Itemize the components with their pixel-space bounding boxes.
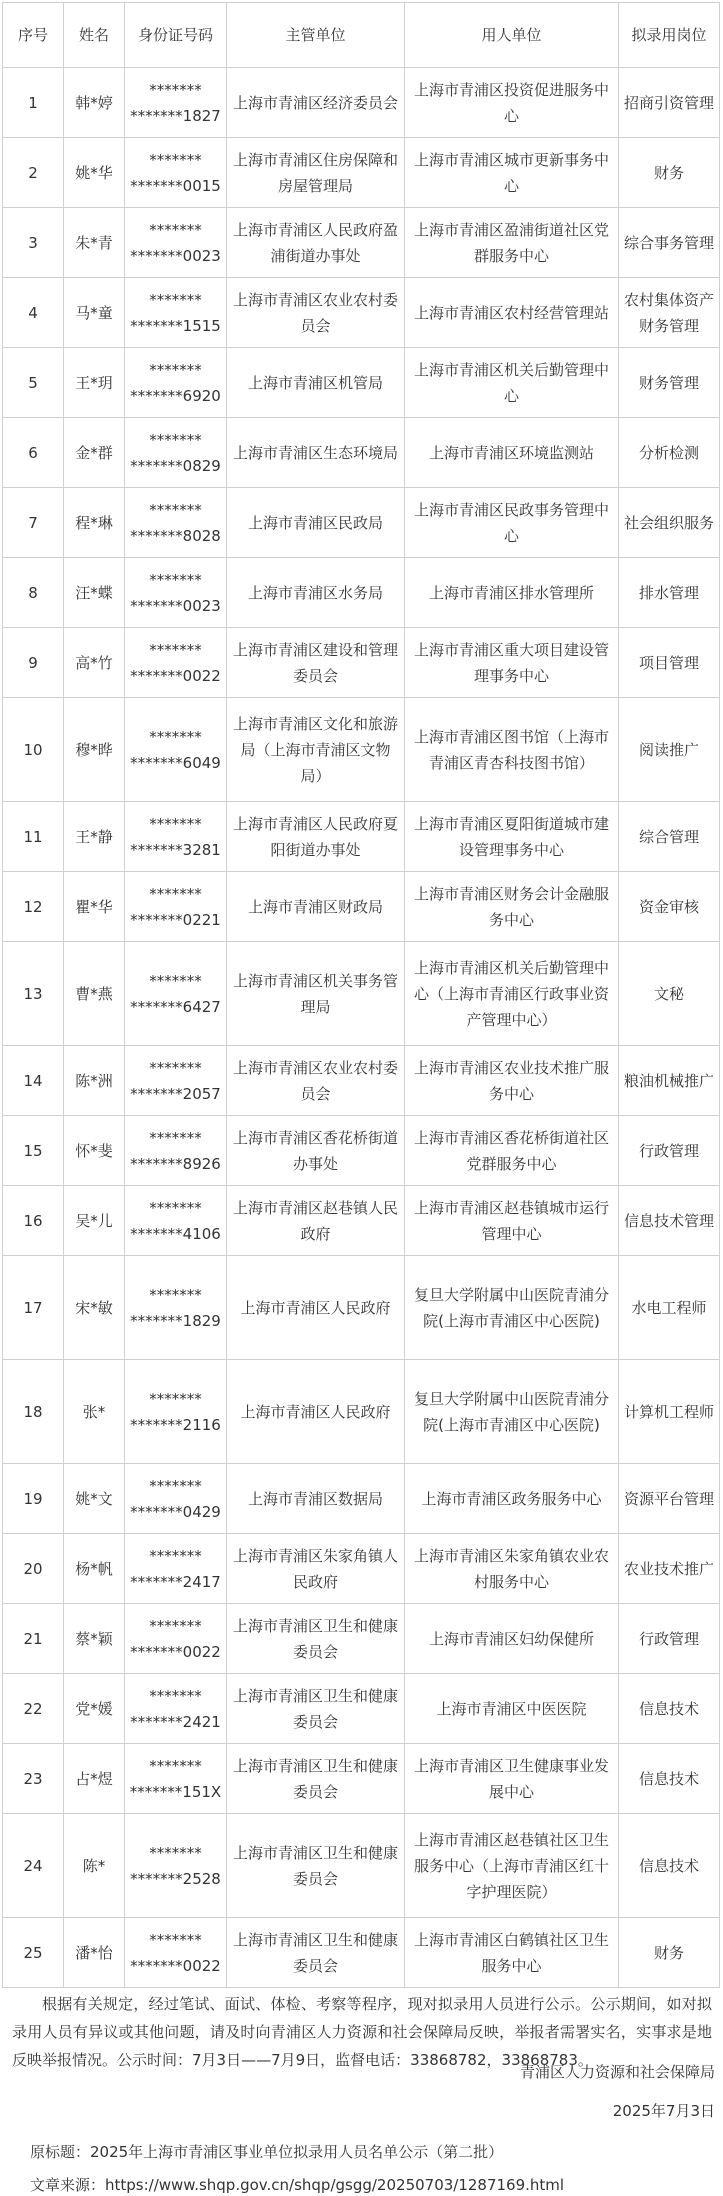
table-row <box>3 488 720 558</box>
cell-department: 上海市青浦区人民政府 <box>227 1256 405 1360</box>
cell-name: 韩*婷 <box>64 68 125 138</box>
cell-department: 上海市青浦区卫生和健康委员会 <box>227 1918 405 1988</box>
table-header-row <box>3 3 720 68</box>
header-name: 姓名 <box>64 3 125 68</box>
cell-id: ******* *******0022 <box>125 628 227 698</box>
cell-id: ******* *******6920 <box>125 348 227 418</box>
cell-name: 党*媛 <box>64 1674 125 1744</box>
cell-employer: 上海市青浦区财务会计金融服务中心 <box>405 872 619 942</box>
cell-department: 上海市青浦区农业农村委员会 <box>227 278 405 348</box>
cell-id: ******* *******6427 <box>125 942 227 1046</box>
cell-department: 上海市青浦区民政局 <box>227 488 405 558</box>
cell-employer: 上海市青浦区农业技术推广服务中心 <box>405 1046 619 1116</box>
table-row <box>3 348 720 418</box>
cell-no: 17 <box>3 1256 64 1360</box>
cell-id: ******* *******2421 <box>125 1674 227 1744</box>
cell-name: 穆*晔 <box>64 698 125 802</box>
cell-no: 18 <box>3 1360 64 1464</box>
cell-post: 信息技术 <box>619 1744 720 1814</box>
signature-org: 青浦区人力资源和社会保障局 <box>519 2063 715 2081</box>
cell-no: 10 <box>3 698 64 802</box>
cell-post: 农村集体资产财务管理 <box>619 278 720 348</box>
cell-employer: 上海市青浦区中医医院 <box>405 1674 619 1744</box>
cell-department: 上海市青浦区机关事务管理局 <box>227 942 405 1046</box>
cell-department: 上海市青浦区人民政府 <box>227 1360 405 1464</box>
cell-post: 排水管理 <box>619 558 720 628</box>
cell-department: 上海市青浦区香花桥街道办事处 <box>227 1116 405 1186</box>
cell-no: 20 <box>3 1534 64 1604</box>
cell-no: 5 <box>3 348 64 418</box>
table-row <box>3 138 720 208</box>
cell-employer: 上海市青浦区赵巷镇社区卫生服务中心（上海市青浦区红十字护理医院） <box>405 1814 619 1918</box>
cell-no: 8 <box>3 558 64 628</box>
table-row <box>3 418 720 488</box>
table-row <box>3 628 720 698</box>
cell-post: 综合管理 <box>619 802 720 872</box>
cell-post: 财务 <box>619 1918 720 1988</box>
table-row <box>3 278 720 348</box>
cell-name: 王*静 <box>64 802 125 872</box>
cell-name: 占*煜 <box>64 1744 125 1814</box>
cell-employer: 上海市青浦区民政事务管理中心 <box>405 488 619 558</box>
cell-employer: 复旦大学附属中山医院青浦分院(上海市青浦区中心医院) <box>405 1360 619 1464</box>
cell-department: 上海市青浦区水务局 <box>227 558 405 628</box>
cell-name: 宋*敏 <box>64 1256 125 1360</box>
cell-department: 上海市青浦区文化和旅游局（上海市青浦区文物局） <box>227 698 405 802</box>
cell-no: 15 <box>3 1116 64 1186</box>
cell-id: ******* *******2116 <box>125 1360 227 1464</box>
table-row <box>3 1046 720 1116</box>
cell-department: 上海市青浦区卫生和健康委员会 <box>227 1604 405 1674</box>
cell-employer: 上海市青浦区图书馆（上海市青浦区青杏科技图书馆） <box>405 698 619 802</box>
cell-name: 曹*燕 <box>64 942 125 1046</box>
table-row <box>3 1918 720 1988</box>
cell-no: 1 <box>3 68 64 138</box>
cell-id: ******* *******0429 <box>125 1464 227 1534</box>
cell-id: ******* *******1515 <box>125 278 227 348</box>
table-row <box>3 208 720 278</box>
cell-id: ******* *******2528 <box>125 1814 227 1918</box>
cell-department: 上海市青浦区人民政府夏阳街道办事处 <box>227 802 405 872</box>
cell-id: ******* *******2417 <box>125 1534 227 1604</box>
cell-no: 19 <box>3 1464 64 1534</box>
cell-name: 潘*怡 <box>64 1918 125 1988</box>
cell-id: ******* *******1827 <box>125 68 227 138</box>
cell-name: 姚*文 <box>64 1464 125 1534</box>
cell-post: 资源平台管理 <box>619 1464 720 1534</box>
cell-id: ******* *******0023 <box>125 208 227 278</box>
table-row <box>3 558 720 628</box>
cell-no: 23 <box>3 1744 64 1814</box>
table-row <box>3 1360 720 1464</box>
cell-id: ******* *******0022 <box>125 1604 227 1674</box>
cell-post: 行政管理 <box>619 1116 720 1186</box>
cell-employer: 上海市青浦区白鹤镇社区卫生服务中心 <box>405 1918 619 1988</box>
cell-department: 上海市青浦区卫生和健康委员会 <box>227 1674 405 1744</box>
cell-no: 7 <box>3 488 64 558</box>
cell-employer: 上海市青浦区环境监测站 <box>405 418 619 488</box>
cell-id: ******* *******3281 <box>125 802 227 872</box>
cell-name: 陈* <box>64 1814 125 1918</box>
cell-post: 信息技术 <box>619 1674 720 1744</box>
cell-employer: 上海市青浦区香花桥街道社区党群服务中心 <box>405 1116 619 1186</box>
cell-department: 上海市青浦区数据局 <box>227 1464 405 1534</box>
table-row <box>3 942 720 1046</box>
cell-post: 分析检测 <box>619 418 720 488</box>
cell-id: ******* *******151X <box>125 1744 227 1814</box>
cell-name: 蔡*颖 <box>64 1604 125 1674</box>
cell-employer: 上海市青浦区朱家角镇农业农村服务中心 <box>405 1534 619 1604</box>
table-row <box>3 1604 720 1674</box>
cell-employer: 上海市青浦区机关后勤管理中心 <box>405 348 619 418</box>
cell-post: 财务管理 <box>619 348 720 418</box>
cell-id: ******* *******4106 <box>125 1186 227 1256</box>
cell-no: 14 <box>3 1046 64 1116</box>
cell-name: 金*群 <box>64 418 125 488</box>
cell-no: 9 <box>3 628 64 698</box>
header-post: 拟录用岗位 <box>619 3 720 68</box>
source-url[interactable]: 文章来源：https://www.shqp.gov.cn/shqp/gsgg/20250703/1287169.html <box>30 2176 565 2194</box>
cell-employer: 上海市青浦区重大项目建设管理事务中心 <box>405 628 619 698</box>
table-row <box>3 68 720 138</box>
table-row <box>3 1186 720 1256</box>
cell-post: 资金审核 <box>619 872 720 942</box>
cell-no: 11 <box>3 802 64 872</box>
cell-id: ******* *******8926 <box>125 1116 227 1186</box>
hiring-table <box>2 2 720 1988</box>
table-body <box>3 68 720 1988</box>
cell-department: 上海市青浦区住房保障和房屋管理局 <box>227 138 405 208</box>
cell-post: 行政管理 <box>619 1604 720 1674</box>
cell-post: 文秘 <box>619 942 720 1046</box>
cell-no: 13 <box>3 942 64 1046</box>
cell-post: 粮油机械推广 <box>619 1046 720 1116</box>
cell-post: 信息技术管理 <box>619 1186 720 1256</box>
cell-name: 王*玥 <box>64 348 125 418</box>
cell-employer: 上海市青浦区妇幼保健所 <box>405 1604 619 1674</box>
cell-employer: 上海市青浦区农村经营管理站 <box>405 278 619 348</box>
header-employer: 用人单位 <box>405 3 619 68</box>
cell-id: ******* *******1829 <box>125 1256 227 1360</box>
cell-id: ******* *******0023 <box>125 558 227 628</box>
cell-post: 阅读推广 <box>619 698 720 802</box>
cell-post: 水电工程师 <box>619 1256 720 1360</box>
cell-department: 上海市青浦区建设和管理委员会 <box>227 628 405 698</box>
cell-employer: 上海市青浦区夏阳街道城市建设管理事务中心 <box>405 802 619 872</box>
cell-no: 6 <box>3 418 64 488</box>
table-row <box>3 872 720 942</box>
table-row <box>3 1674 720 1744</box>
cell-no: 24 <box>3 1814 64 1918</box>
table-row <box>3 1534 720 1604</box>
cell-name: 吴*儿 <box>64 1186 125 1256</box>
source-title: 原标题：2025年上海市青浦区事业单位拟录用人员名单公示（第二批） <box>30 2143 504 2161</box>
cell-employer: 上海市青浦区卫生健康事业发展中心 <box>405 1744 619 1814</box>
cell-name: 程*琳 <box>64 488 125 558</box>
cell-post: 项目管理 <box>619 628 720 698</box>
cell-post: 信息技术 <box>619 1814 720 1918</box>
table-row <box>3 698 720 802</box>
cell-department: 上海市青浦区卫生和健康委员会 <box>227 1744 405 1814</box>
cell-employer: 上海市青浦区机关后勤管理中心（上海市青浦区行政事业资产管理中心） <box>405 942 619 1046</box>
cell-department: 上海市青浦区农业农村委员会 <box>227 1046 405 1116</box>
cell-no: 2 <box>3 138 64 208</box>
cell-department: 上海市青浦区经济委员会 <box>227 68 405 138</box>
cell-name: 朱*青 <box>64 208 125 278</box>
cell-id: ******* *******0221 <box>125 872 227 942</box>
table-row <box>3 1116 720 1186</box>
cell-employer: 上海市青浦区城市更新事务中心 <box>405 138 619 208</box>
cell-id: ******* *******8028 <box>125 488 227 558</box>
cell-department: 上海市青浦区财政局 <box>227 872 405 942</box>
cell-name: 杨*帆 <box>64 1534 125 1604</box>
cell-employer: 上海市青浦区投资促进服务中心 <box>405 68 619 138</box>
cell-post: 农业技术推广 <box>619 1534 720 1604</box>
cell-name: 怀*斐 <box>64 1116 125 1186</box>
table-row <box>3 1256 720 1360</box>
signature-date: 2025年7月3日 <box>612 2102 715 2120</box>
cell-name: 汪*蝶 <box>64 558 125 628</box>
cell-id: ******* *******0022 <box>125 1918 227 1988</box>
cell-department: 上海市青浦区赵巷镇人民政府 <box>227 1186 405 1256</box>
cell-name: 姚*华 <box>64 138 125 208</box>
cell-name: 高*竹 <box>64 628 125 698</box>
cell-employer: 上海市青浦区排水管理所 <box>405 558 619 628</box>
cell-post: 财务 <box>619 138 720 208</box>
table-row <box>3 1744 720 1814</box>
cell-department: 上海市青浦区生态环境局 <box>227 418 405 488</box>
cell-no: 25 <box>3 1918 64 1988</box>
cell-employer: 上海市青浦区赵巷镇城市运行管理中心 <box>405 1186 619 1256</box>
cell-no: 3 <box>3 208 64 278</box>
cell-name: 马*童 <box>64 278 125 348</box>
notice-text: 根据有关规定，经过笔试、面试、体检、考察等程序，现对拟录用人员进行公示。公示期间，如对拟录用人员有异议或其他问题，请及时向青浦区人力资源和社会保障局反映，举报者需署实名，实事求是地反映举报情况。公示时间：7月3日——7月9日，监督电话：33868782，33868783。 <box>12 1995 712 2069</box>
cell-name: 陈*洲 <box>64 1046 125 1116</box>
cell-employer: 复旦大学附属中山医院青浦分院(上海市青浦区中心医院) <box>405 1256 619 1360</box>
cell-no: 21 <box>3 1604 64 1674</box>
cell-no: 4 <box>3 278 64 348</box>
header-department: 主管单位 <box>227 3 405 68</box>
header-id-number: 身份证号码 <box>125 3 227 68</box>
cell-post: 计算机工程师 <box>619 1360 720 1464</box>
cell-name: 张* <box>64 1360 125 1464</box>
cell-post: 招商引资管理 <box>619 68 720 138</box>
cell-name: 瞿*华 <box>64 872 125 942</box>
cell-id: ******* *******2057 <box>125 1046 227 1116</box>
cell-no: 12 <box>3 872 64 942</box>
cell-id: ******* *******0829 <box>125 418 227 488</box>
cell-department: 上海市青浦区机管局 <box>227 348 405 418</box>
cell-department: 上海市青浦区卫生和健康委员会 <box>227 1814 405 1918</box>
table-row <box>3 1814 720 1918</box>
cell-id: ******* *******6049 <box>125 698 227 802</box>
cell-post: 社会组织服务 <box>619 488 720 558</box>
cell-id: ******* *******0015 <box>125 138 227 208</box>
cell-department: 上海市青浦区人民政府盈浦街道办事处 <box>227 208 405 278</box>
table-row <box>3 802 720 872</box>
cell-employer: 上海市青浦区政务服务中心 <box>405 1464 619 1534</box>
header-no: 序号 <box>3 3 64 68</box>
table-row <box>3 1464 720 1534</box>
cell-post: 综合事务管理 <box>619 208 720 278</box>
cell-department: 上海市青浦区朱家角镇人民政府 <box>227 1534 405 1604</box>
cell-no: 16 <box>3 1186 64 1256</box>
cell-employer: 上海市青浦区盈浦街道社区党群服务中心 <box>405 208 619 278</box>
cell-no: 22 <box>3 1674 64 1744</box>
